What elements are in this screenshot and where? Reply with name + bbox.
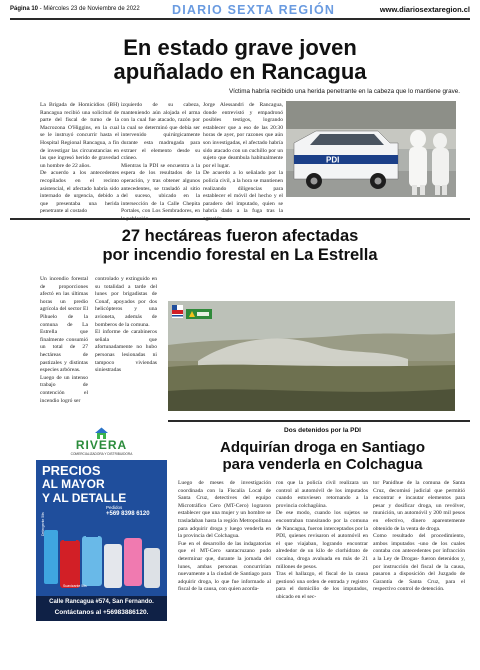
masthead: DIARIO SEXTA REGIÓN — [172, 3, 336, 17]
section-rule-1 — [10, 218, 470, 220]
article2-photo — [168, 301, 455, 411]
article1-deck: Víctima habría recibido una herida penetrante en la cabeza que lo mantiene grave. — [228, 88, 460, 95]
article2-headline-line2: por incendio forestal en La Estrella — [102, 246, 378, 264]
article3-col2: ron que la policía civil realizara un control al automóvil de los imputados cuando estuviesen retornando a la provincia colchagüina. De ese modo, cuando los sujetos se encontraban transitando por la comuna de Nancagua, fueron interceptados por la PDI, quienes revisaron el automóvil en el que viajaban, logrando encontrar alrededor de un kilo de clorhidrato de cocaína, droga avaluada en más de 21 millones de pesos. Tras el hallazgo, el fiscal de la causa gestionó una orden de entrada y registro para el domicilio de los imputados, ubicado en el sec- — [276, 480, 368, 600]
article1-col1: La Brigada de Homicidios (BH) Rancagua recibió una solicitud de parte del fiscal de turno de la Macrozona O'Higgins, en la cual se le instruyó concurrir hasta el Hospital Regional Rancagua, a fin de investigar las circunstancias en las que ingresó herido de gravedad un hombre de 22 años. De acuerdo a los antecedentes recopilados en el recinto asistencial, el afectado habría sido internado de urgencia, debido a que presentaba una herida penetrante al costado — [40, 102, 119, 215]
ad-brand: RIVERA — [75, 438, 128, 452]
ad-promo-line1: PRECIOS — [42, 463, 101, 478]
article1-col2: izquierdo de su cabeza, manteniendo aún alojada el arma con la cual fue atacado, razón por la cual se determinó que debía ser intervenido quirúrgicamente durante esta madrugada para extraer el elemento desde su cráneo. Mientras la PDI se encuentra a la espera de los resultados de la operación, y tras obtener algunos antecedentes, se trasladó al sitio del suceso, ubicado en la intersección de la Calle Chepita Portales, con Los Sembradores, en — [121, 102, 200, 215]
ad-promo-line2: AL MAYOR — [42, 477, 105, 491]
article2-headline-line1: 27 hectáreas fueron afectadas — [121, 227, 359, 245]
ad-contact[interactable]: Contáctanos al +56983886120. — [54, 609, 149, 616]
article1-col3: Jorge Alessandri de Rancagua, donde entrevistó y empadronó posibles testigos, logrando establecer que a eso de las 20:30 horas de ayer, por razones que aún son investigadas, el afectado habría sido atacado con un cuchillo por un sujeto que deambula habitualmente por el lugar. De acuerdo a lo señalado por la policía civil, a la hora se mantienen realizando diligencias para establecer el móvil del hecho y el paradero del imputado, quien se habría dado a la fuga tras la — [203, 102, 283, 215]
article3-kicker: Dos detenidos por la PDI — [284, 427, 361, 434]
article3-col1: Luego de meses de investigación coordinada con la Fiscalía Local de Santa Cruz, detectives del equipo Microtráfico Cero (MT-Cero) lograron establecer que una mujer y un hombre se trasladaban hasta la región Metropolitana para adquirir droga y luego venderla en la provincia del Colchagua. Fue en el desarrollo de las indagatorias que el MT-Cero santacruzano pudo determinar que, durante la jornada del lunes, ambas personas concurrirían nuevamente a la ciudad de Santiago para adquirir droga, lo que fue informado al fiscal de la causa, con quien acorda- — [178, 480, 271, 593]
header-rule — [10, 18, 470, 20]
rivera-ad[interactable] — [36, 424, 167, 621]
article2-headline — [50, 227, 430, 265]
ad-phone-label: Pedidos — [106, 505, 123, 510]
ad-phone[interactable]: +569 8398 6120 — [106, 511, 150, 517]
article2-col1: Un incendio forestal de proporciones afectó en las últimas horas un predio agrícola del sector El Pihuelo de la comuna de La Estrella que finalmente consumió un total de 27 hectáreas de pastizales y distintas especies arbóreas. Luego de un intenso trabajo de contención el incendio logró ser — [40, 276, 88, 404]
website-link[interactable]: www.diariosextaregion.cl — [379, 5, 470, 14]
article1-photo — [286, 101, 456, 197]
house-logo-icon — [94, 426, 109, 438]
page-number: Página 10 — [10, 6, 39, 12]
ad-brand-sub: COMERCIALIZADORA Y DISTRIBUIDORA — [70, 452, 133, 456]
article1-headline — [60, 36, 420, 84]
ad-promo-line3: Y AL DETALLE — [42, 491, 127, 505]
article3-headline-line1: Adquirían droga en Santiago — [219, 439, 425, 456]
article1-headline-line1: En estado grave joven — [123, 35, 357, 60]
article3-headline — [175, 439, 470, 473]
ad-address: Calle Rancagua #574, San Fernando. — [49, 599, 154, 605]
ad-product2: Suavizante 5lts — [63, 584, 87, 588]
article2-col2: controlado y extinguido en su totalidad a tarde del lunes por brigadistas de Conaf, apoyados por dos helicópteros y una avioneta, además de bomberos de la comuna. El informe de carabineros señala que afortunadamente no hubo personas lesionadas ni tampoco viviendas siniestradas — [95, 276, 157, 374]
article3-col3: tor Panidhue de la comuna de Santa Cruz, decomisó judicial que permitió encontrar e incautar elementos para pesar y dosificar droga, un revólver, munición, un automóvil y 200 mil pesos en efectivo, dinero aparentemente obtenido de la venta de droga. Como resultado del procedimiento, ambos imputados -uno de los cuales contaba con antecedentes por infracción a la Ley de Drogas- fueron detenidos y, por instrucción del fiscal de la causa, pasaron a disposición del Juzgado de Garantía de Santa Cruz, para el respectivo control de detención. — [373, 480, 465, 593]
government-logo-icon — [172, 305, 183, 318]
section-rule-2 — [168, 420, 470, 422]
ad-products — [42, 520, 162, 595]
article3-headline-line2: para venderla en Colchagua — [222, 456, 423, 473]
article1-headline-line2: apuñalado en Rancagua — [113, 59, 367, 84]
page-date: - Miércoles 23 de Noviembre de 2022 — [38, 6, 140, 12]
ad-product1: Detergente 5lts — [41, 512, 45, 536]
page-info — [10, 6, 140, 12]
conaf-logo-icon — [186, 306, 212, 316]
pdi-vehicle-text: PDI — [326, 155, 340, 165]
